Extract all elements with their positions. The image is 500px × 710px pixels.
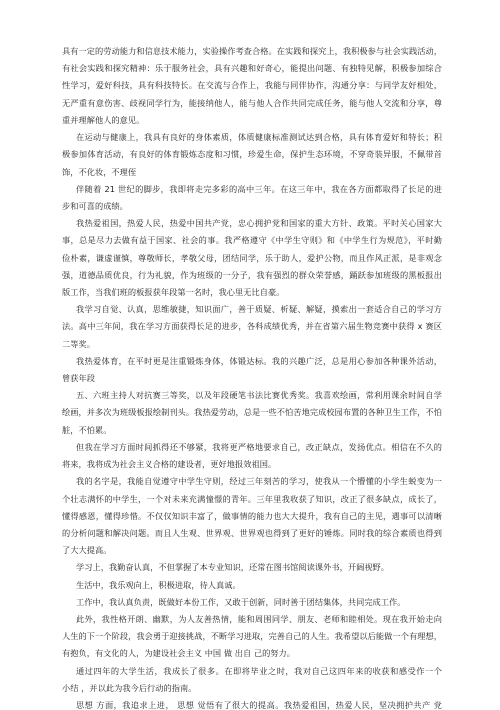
text-line: 人生的下一个阶段，我会勇于迎接挑战，不断学习进取，完善自己的人生。我希望以后能做一个有理想，	[62, 631, 442, 642]
text-line: 有抱负，有文化的人，为建设社会主义 中国 做 出自 己的努力。	[62, 648, 296, 659]
text-line: 在运动与健康上，我具有良好的身体素质，体质健康标准测试达到合格，具有体育爱好和特长；积	[76, 132, 442, 143]
text-line: 工作中，我认真负责，既做好本份工作，又敢于创新，同时善于团结集体，共同完成工作。	[76, 596, 406, 607]
text-line: 饰，不化妆，不理侄	[62, 166, 137, 177]
text-line: 通过四年的大学生活，我成长了很多。在即将毕业之时，我对自己这四年来的收获和感受作一个	[76, 665, 442, 676]
text-line: 强，道德品质优良，行为礼貌，作为班级的一分子，我有强烈的群众荣誉感，踊跃参加班级的黑板报出	[62, 269, 442, 280]
text-line: 重并理解他人的意见。	[62, 114, 145, 125]
text-line: 事，总是尽力去做有益于国家、社会的事。我严格遵守《中学生守则》和《中学生行为规范》，平时勤	[62, 235, 442, 246]
text-line: 有社会实践和探究精神：乐于服务社会，具有兴趣和好奇心，能提出问题、有独特见解，积极参加综合	[62, 63, 442, 74]
text-line: 我学习自觉、认真，思维敏捷，知识面广，善于质疑、析疑、解疑，摸索出一套适合自己的学习方	[76, 304, 442, 315]
text-line: 二等奖。	[62, 338, 95, 349]
text-line: 的分析问题和解决问题。而且人生观、世界观、世界观也得到了更好的锤炼。同时我的综合素质也得到	[62, 527, 442, 538]
text-line: 具有一定的劳动能力和信息技术能力，实验操作考查合格。在实践和探究上，我积极参与社会实践活动，	[62, 46, 442, 56]
text-line: 生活中，我乐观向上，积极进取，待人真诚。	[76, 579, 241, 590]
text-line: 了大大提高。	[62, 545, 112, 556]
text-line: 脏，不怕累。	[62, 424, 112, 435]
text-line: 性学习，爱好科技，具有科技特长。在交流与合作上，我能与同伴协作，沟通分享：与同学友好相处，	[62, 80, 442, 91]
text-line: 但我在学习方面时间抓得还不够紧，我将更严格地要求自己，改正缺点，发扬优点。相信在不久的	[76, 441, 442, 452]
text-line: 我热爱体育，在平时更是注重锻炼身体，体锻达标。我的兴趣广泛，总是用心参加各种课外活动，	[76, 355, 442, 366]
text-line: 我热爱祖国，热爱人民，热爱中国共产党，忠心拥护党和国家的重大方针、政策。平时关心国家大	[76, 218, 442, 229]
text-line: 法。高中三年间，我在学习方面获得长足的进步，各科成绩优秀，并在省第六届生物竞赛中获得 x 赛区	[62, 321, 442, 332]
text-line: 小结 ，并以此为我今后行动的指南。	[62, 682, 197, 693]
text-line: 此外，我性格开朗、幽默，为人友善热情，能和周围同学、朋友、老师和睦相处。现在我开始走向	[76, 613, 442, 624]
text-line: 无严重有意伤害、歧视同学行为，能接纳他人，能与他人合作共同完成任务，能与他人交流和分享，尊	[62, 97, 442, 108]
text-line: 步和可喜的成绩。	[62, 200, 128, 211]
text-line: 版工作，当我们班的板报获年段第一名时，我心里无比自豪。	[62, 286, 285, 297]
text-line: 我的名字是，我能自觉遵守中学生守则，经过三年刻苦的学习，使我从一个懵懂的小学生蜕变为一	[76, 476, 442, 487]
text-line: 个壮志满怀的中学生，一个对未来充满憧憬的青年。三年里我收获了知识，改正了很多缺点，成长了，	[62, 493, 442, 504]
text-line: 懂得感恩，懂得珍惜。不仅仅知识丰富了，做事情的能力也大大提升，我有自己的主见，遇事可以清晰	[62, 510, 442, 521]
text-line: 极参加体育活动，有良好的体育锻炼态度和习惯，珍爱生命，保护生态环境，不穿奇装异服，不佩带首	[62, 149, 442, 160]
text-line: 将来，我将成为社会主义合格的建设者，更好地报效祖国。	[62, 459, 277, 470]
text-line: 绘画，并多次为班级板报绘制刊头。我热爱劳动，总是一些不怕苦地完成校园布置的各种卫生工作，不怕	[62, 407, 442, 418]
text-line: 伴随着 21 世纪的脚步，我即将走完多彩的高中三年。在这三年中，我在各方面都取得了长足的进	[76, 183, 442, 194]
text-line: 思想 方面，我追求上进， 思想 觉悟有了很大的提高。我热爱祖国，热爱人民，坚决拥护共产 党	[76, 700, 442, 710]
text-line: 曾获年段	[62, 373, 95, 383]
text-line: 学习上，我勤奋认真，不但掌握了本专业知识，还常在图书馆阅读课外书，开阔视野。	[76, 562, 390, 573]
text-line: 俭朴素，谦虚谨慎，尊敬师长，孝敬父母，团结同学，乐于助人，爱护公物，而且作风正派，是非观念	[62, 252, 442, 263]
text-line: 五、六班主持人对抗赛三等奖，以及年段硬笔书法比赛优秀奖。我喜欢绘画，常利用课余时间自学	[76, 390, 442, 401]
